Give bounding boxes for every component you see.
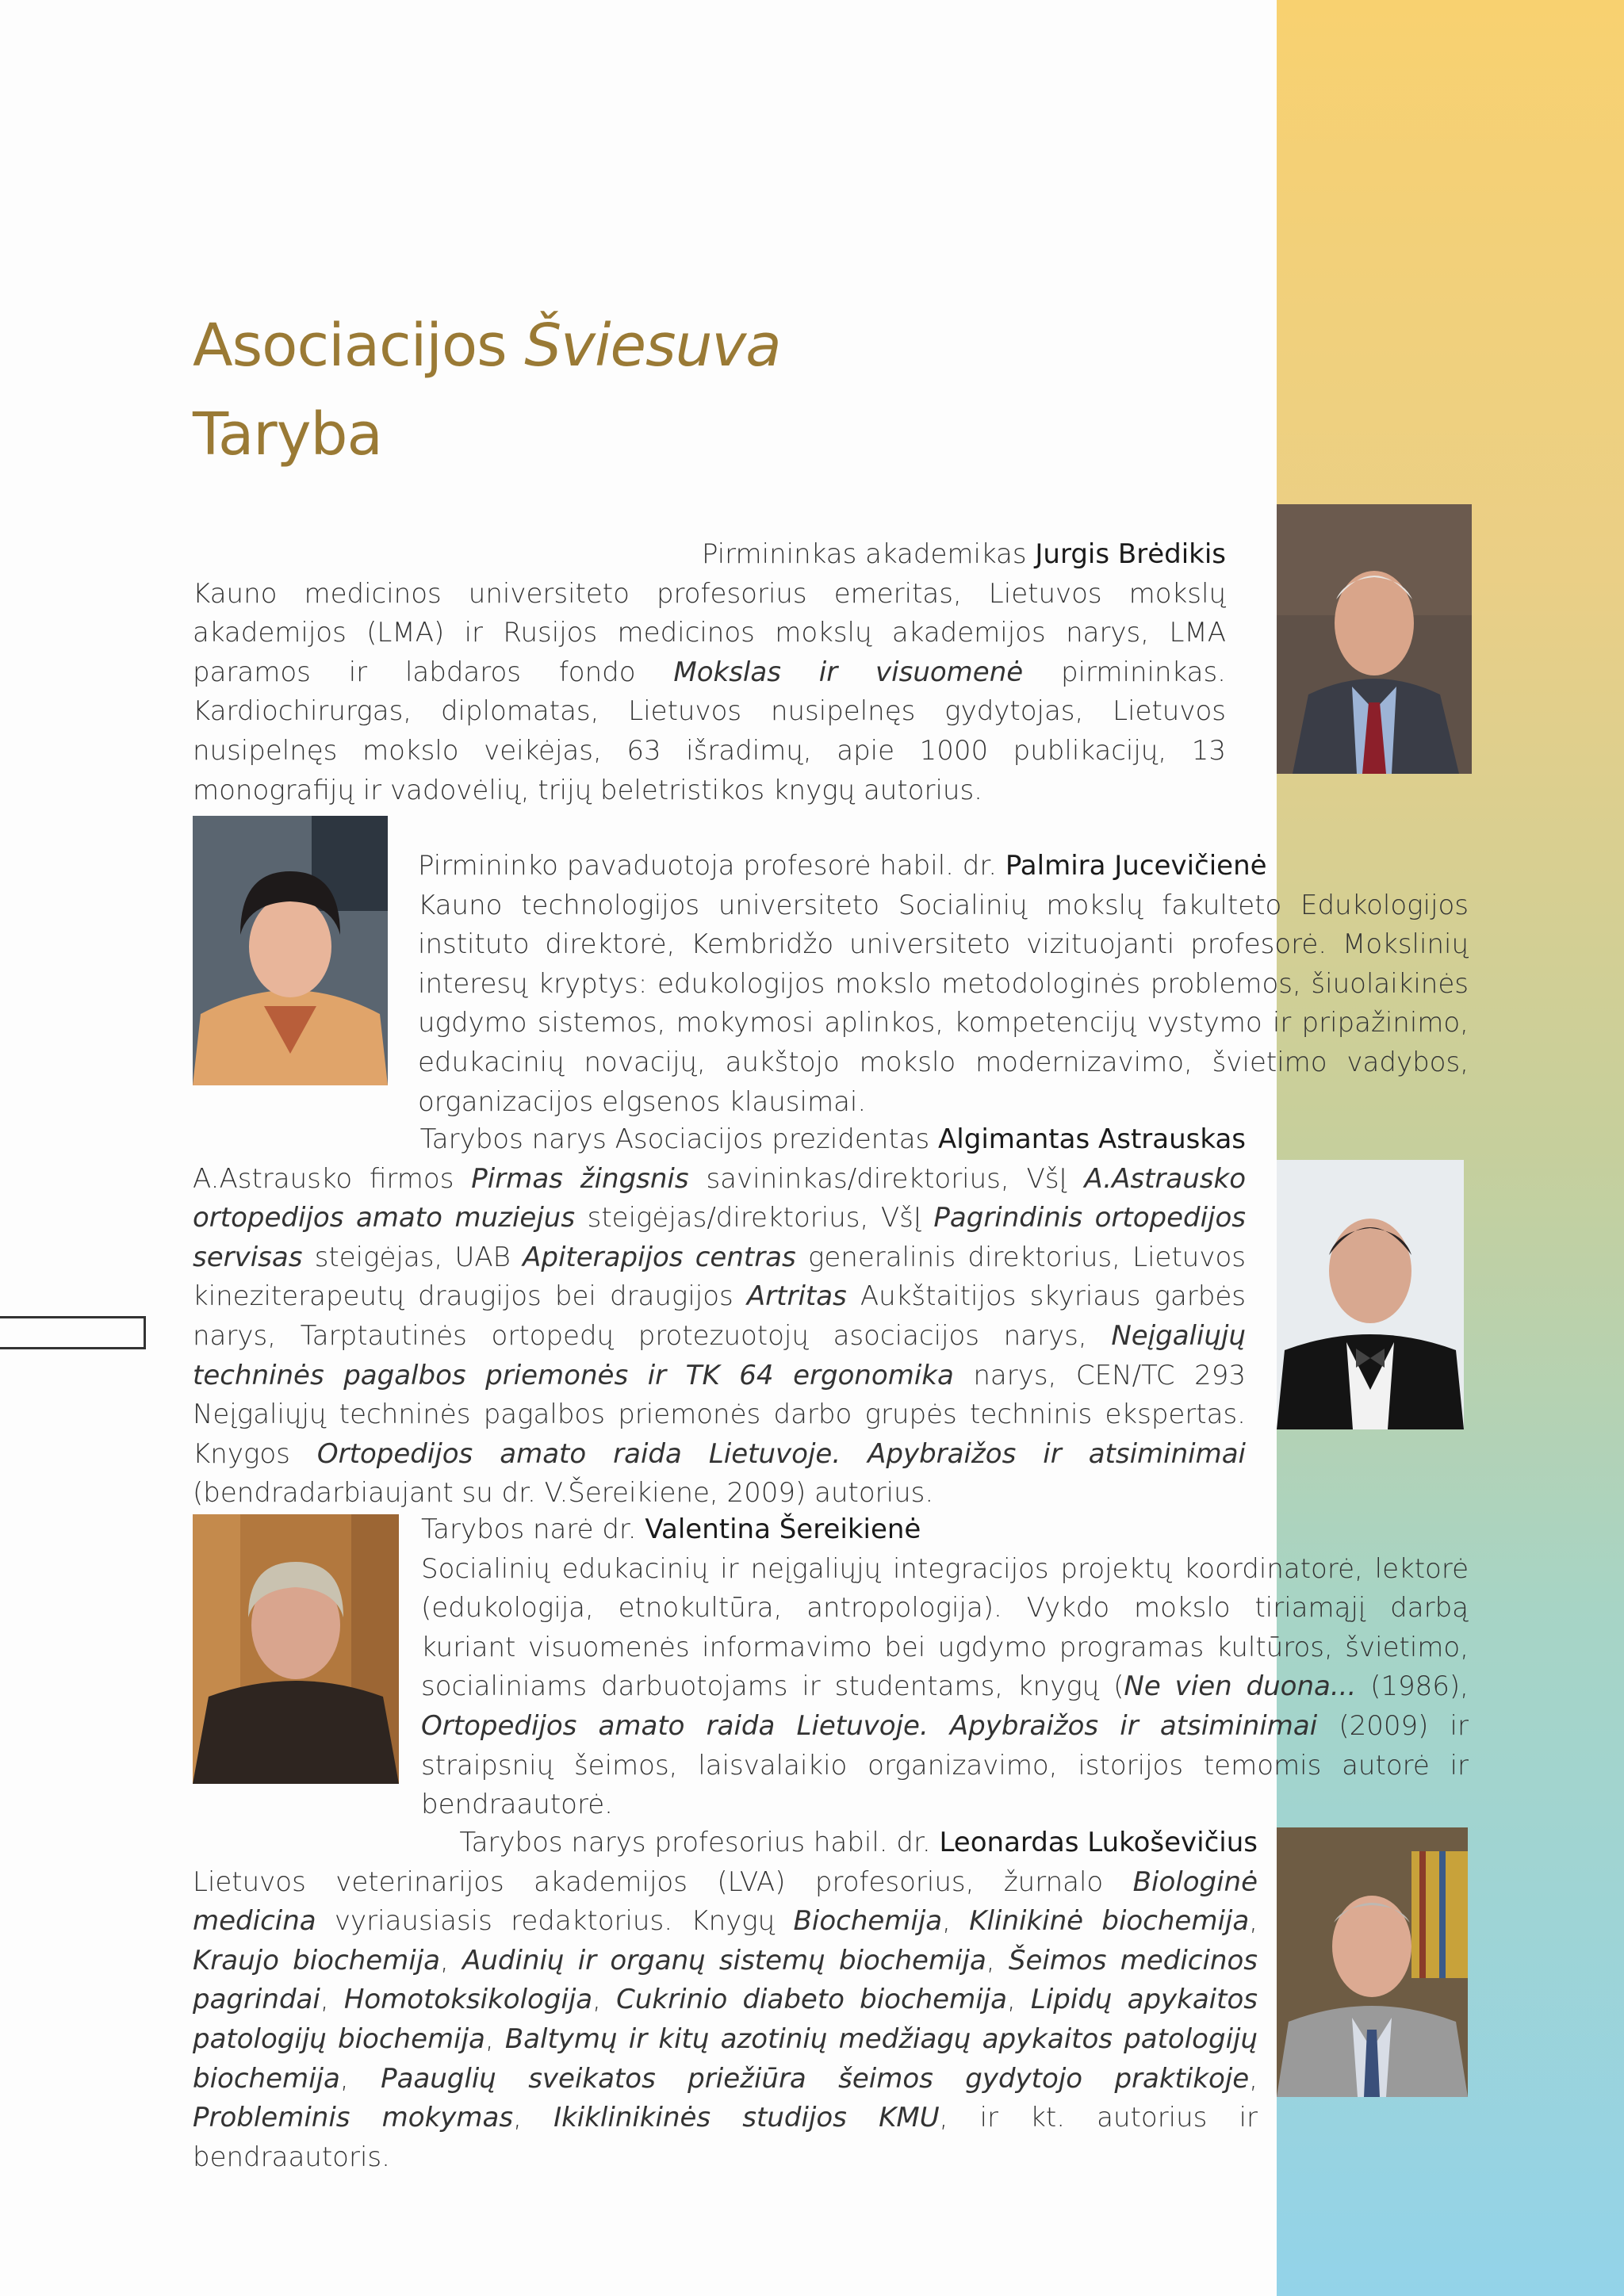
bio-text: vyriausiasis redaktorius. Knygų — [316, 1905, 794, 1938]
bio-italic-title: Homotoksikologija — [343, 1984, 593, 2016]
photo-valentina-sereikiene — [193, 1514, 399, 1784]
bio-text: steigėjas, UAB — [302, 1241, 523, 1273]
member-name: Leonardas Lukoševičius — [939, 1827, 1258, 1858]
member-block — [193, 535, 1226, 810]
bio-text: , — [485, 2022, 505, 2055]
bio-italic-title: Neįgaliųjų techninės pagalbos priemonės ir TK 64 ergonomika — [193, 1319, 1246, 1391]
bio-text: Kauno medicinos universiteto profesorius emeritas, Lietuvos mokslų akademijos (LMA) ir Rusijos medicinos mokslų akademijos narys, LMA paramos ir labdaros fondo — [193, 577, 1226, 688]
member-role: Pirmininkas akademikas — [701, 538, 1036, 570]
bio-text: , — [1249, 2062, 1258, 2095]
member-name: Valentina Šereikienė — [645, 1513, 921, 1545]
bio-text: , — [1249, 1905, 1258, 1938]
title-plain: Asociacijos — [193, 312, 525, 380]
member-block — [193, 1120, 1246, 1513]
bio-text: (1986), — [1356, 1670, 1469, 1703]
member-block — [418, 847, 1469, 1122]
bio-italic-title: Mokslas ir visuomenė — [673, 656, 1024, 688]
bio-text: , — [513, 2102, 554, 2134]
bio-italic-title: Ortopedijos amato raida Lietuvoje. Apybraižos ir atsiminimai — [421, 1709, 1318, 1742]
member-block — [193, 1823, 1258, 2177]
bio-text: generalinis direktorius, Lietuvos kineziterapeutų draugijos bei draugijos — [193, 1241, 1246, 1313]
bio-text: (bendradarbiaujant su dr. V.Šereikiene, 2009) autorius. — [193, 1477, 934, 1510]
member-bio — [193, 1866, 1258, 2173]
member-bio — [418, 890, 1469, 1118]
bio-text: , — [440, 1944, 463, 1976]
member-bio — [193, 1163, 1246, 1510]
photo-palmira-juceviciene — [193, 816, 388, 1085]
bio-italic-title: Ortopedijos amato raida Lietuvoje. Apybraižos ir atsiminimai — [316, 1437, 1246, 1470]
member-heading — [193, 535, 1226, 575]
bio-italic-title: Lipidų apykaitos patologijų biochemija — [193, 1984, 1258, 2055]
photo-leonardas-lukosevicius — [1277, 1827, 1468, 2097]
photo-algimantas-astrauskas — [1277, 1160, 1464, 1429]
bio-italic-title: Pagrindinis ortopedijos servisas — [193, 1202, 1247, 1273]
bio-italic-title: Biochemija — [793, 1905, 943, 1938]
bio-text: , — [1006, 1984, 1031, 2016]
member-name: Algimantas Astrauskas — [938, 1123, 1246, 1155]
bio-text: pirmininkas. Kardiochirurgas, diplomatas, Lietuvos nusipelnęs gydytojas, Lietuvos nusipelnęs mokslo veikėjas, 63 išradimų, apie 1000 publikacijų, 13 monografijų ir vadovėlių, trijų beletristikos knygų autorius. — [193, 656, 1226, 806]
bio-text: Aukštaitijos skyriaus garbės narys, Tarptautinės ortopedų protezuotojų asociacijos narys, — [193, 1280, 1246, 1352]
title-line2: Taryba — [193, 400, 382, 469]
bio-italic-title: Kraujo biochemija — [193, 1944, 440, 1976]
page-title — [193, 301, 781, 479]
bio-italic-title: Biologinė medicina — [193, 1866, 1258, 1938]
bio-text: steigėjas/direktorius, VšĮ — [575, 1202, 934, 1234]
bio-italic-title: Šeimos medicinos pagrindai — [193, 1944, 1258, 2016]
bio-italic-title: Paauglių sveikatos priežiūra šeimos gydytojo praktikoje — [381, 2062, 1250, 2095]
bio-italic-title: Ne vien duona... — [1124, 1670, 1357, 1703]
member-role: Tarybos narė dr. — [421, 1513, 645, 1545]
member-name: Palmira Jucevičienė — [1005, 850, 1267, 882]
bio-text: Kauno technologijos universiteto Socialinių mokslų fakulteto Edukologijos instituto direktorė, Kembridžo universiteto vizituojanti profesorė. Mokslinių interesų kryptys: edukologijos mokslo metodologinės problemos, šiuolaikinės ugdymo sistemos, mokymosi aplinkos, kompetencijų vystymo ir pripažinimo, edukacinių novacijų, aukštojo mokslo modernizavimo, švietimo vadybos, organizacijos elgsenos klausimai. — [418, 889, 1469, 1118]
bio-text: , — [320, 1984, 344, 2016]
bio-italic-title: A.Astrausko ortopedijos amato muziejus — [193, 1162, 1246, 1234]
bio-italic-title: Apiterapijos centras — [523, 1241, 796, 1273]
member-bio — [421, 1553, 1469, 1821]
bio-text: Lietuvos veterinarijos akademijos (LVA) profesorius, žurnalo — [193, 1866, 1133, 1898]
bio-italic-title: Baltymų ir kitų azotinių medžiagų apykaitos patologijų biochemija — [193, 2022, 1258, 2095]
bio-text: A.Astrausko firmos — [193, 1162, 472, 1195]
bio-italic-title: Audinių ir organų sistemų biochemija — [462, 1944, 986, 1976]
bio-text: , — [942, 1905, 970, 1938]
bio-text: , — [592, 1984, 617, 2016]
bio-italic-title: Ikiklinikinės studijos KMU — [553, 2102, 940, 2134]
member-role: Tarybos narys Asociacijos prezidentas — [419, 1123, 939, 1155]
title-italic: Šviesuva — [524, 312, 781, 380]
member-role: Tarybos narys profesorius habil. dr. — [459, 1827, 940, 1858]
empty-frame — [0, 1316, 146, 1349]
bio-italic-title: Pirmas žingsnis — [471, 1162, 689, 1195]
bio-text: narys, CEN/TC 293 Neįgaliųjų techninės pagalbos priemonės darbo grupės techninis ekspertas. Knygos — [193, 1359, 1246, 1470]
member-heading — [193, 1120, 1246, 1160]
bio-text: , — [339, 2062, 381, 2095]
bio-text: Socialinių edukacinių ir neįgaliųjų integracijos projektų koordinatorė, lektorė (edukologija, etnokultūra, antropologija). Vykdo mokslo tiriamąjį darbą kuriant visuomenės informavimo bei ugdymo programas kultūros, švietimo, socialiniams darbuotojams ir studentams, knygų ( — [421, 1552, 1469, 1703]
member-block — [421, 1510, 1469, 1825]
member-heading — [421, 1510, 1469, 1550]
bio-italic-title: Artritas — [746, 1280, 847, 1313]
bio-italic-title: Probleminis mokymas — [193, 2102, 514, 2134]
bio-italic-title: Cukrinio diabeto biochemija — [616, 1984, 1007, 2016]
bio-text: (2009) ir straipsnių šeimos, laisvalaikio organizavimo, istorijos temomis autorė ir bendraautorė. — [421, 1709, 1469, 1821]
member-name: Jurgis Brėdikis — [1035, 538, 1226, 570]
bio-text: , — [986, 1944, 1009, 1976]
bio-text: , ir kt. autorius ir bendraautoris. — [193, 2102, 1258, 2173]
bio-text: savininkas/direktorius, VšĮ — [688, 1162, 1085, 1195]
member-bio — [193, 578, 1226, 806]
bio-italic-title: Klinikinė biochemija — [969, 1905, 1250, 1938]
member-role: Pirmininko pavaduotoja profesorė habil. dr. — [418, 850, 1005, 882]
member-heading — [418, 847, 1469, 886]
photo-jurgis-bredikis — [1277, 504, 1472, 774]
member-heading — [193, 1823, 1258, 1863]
